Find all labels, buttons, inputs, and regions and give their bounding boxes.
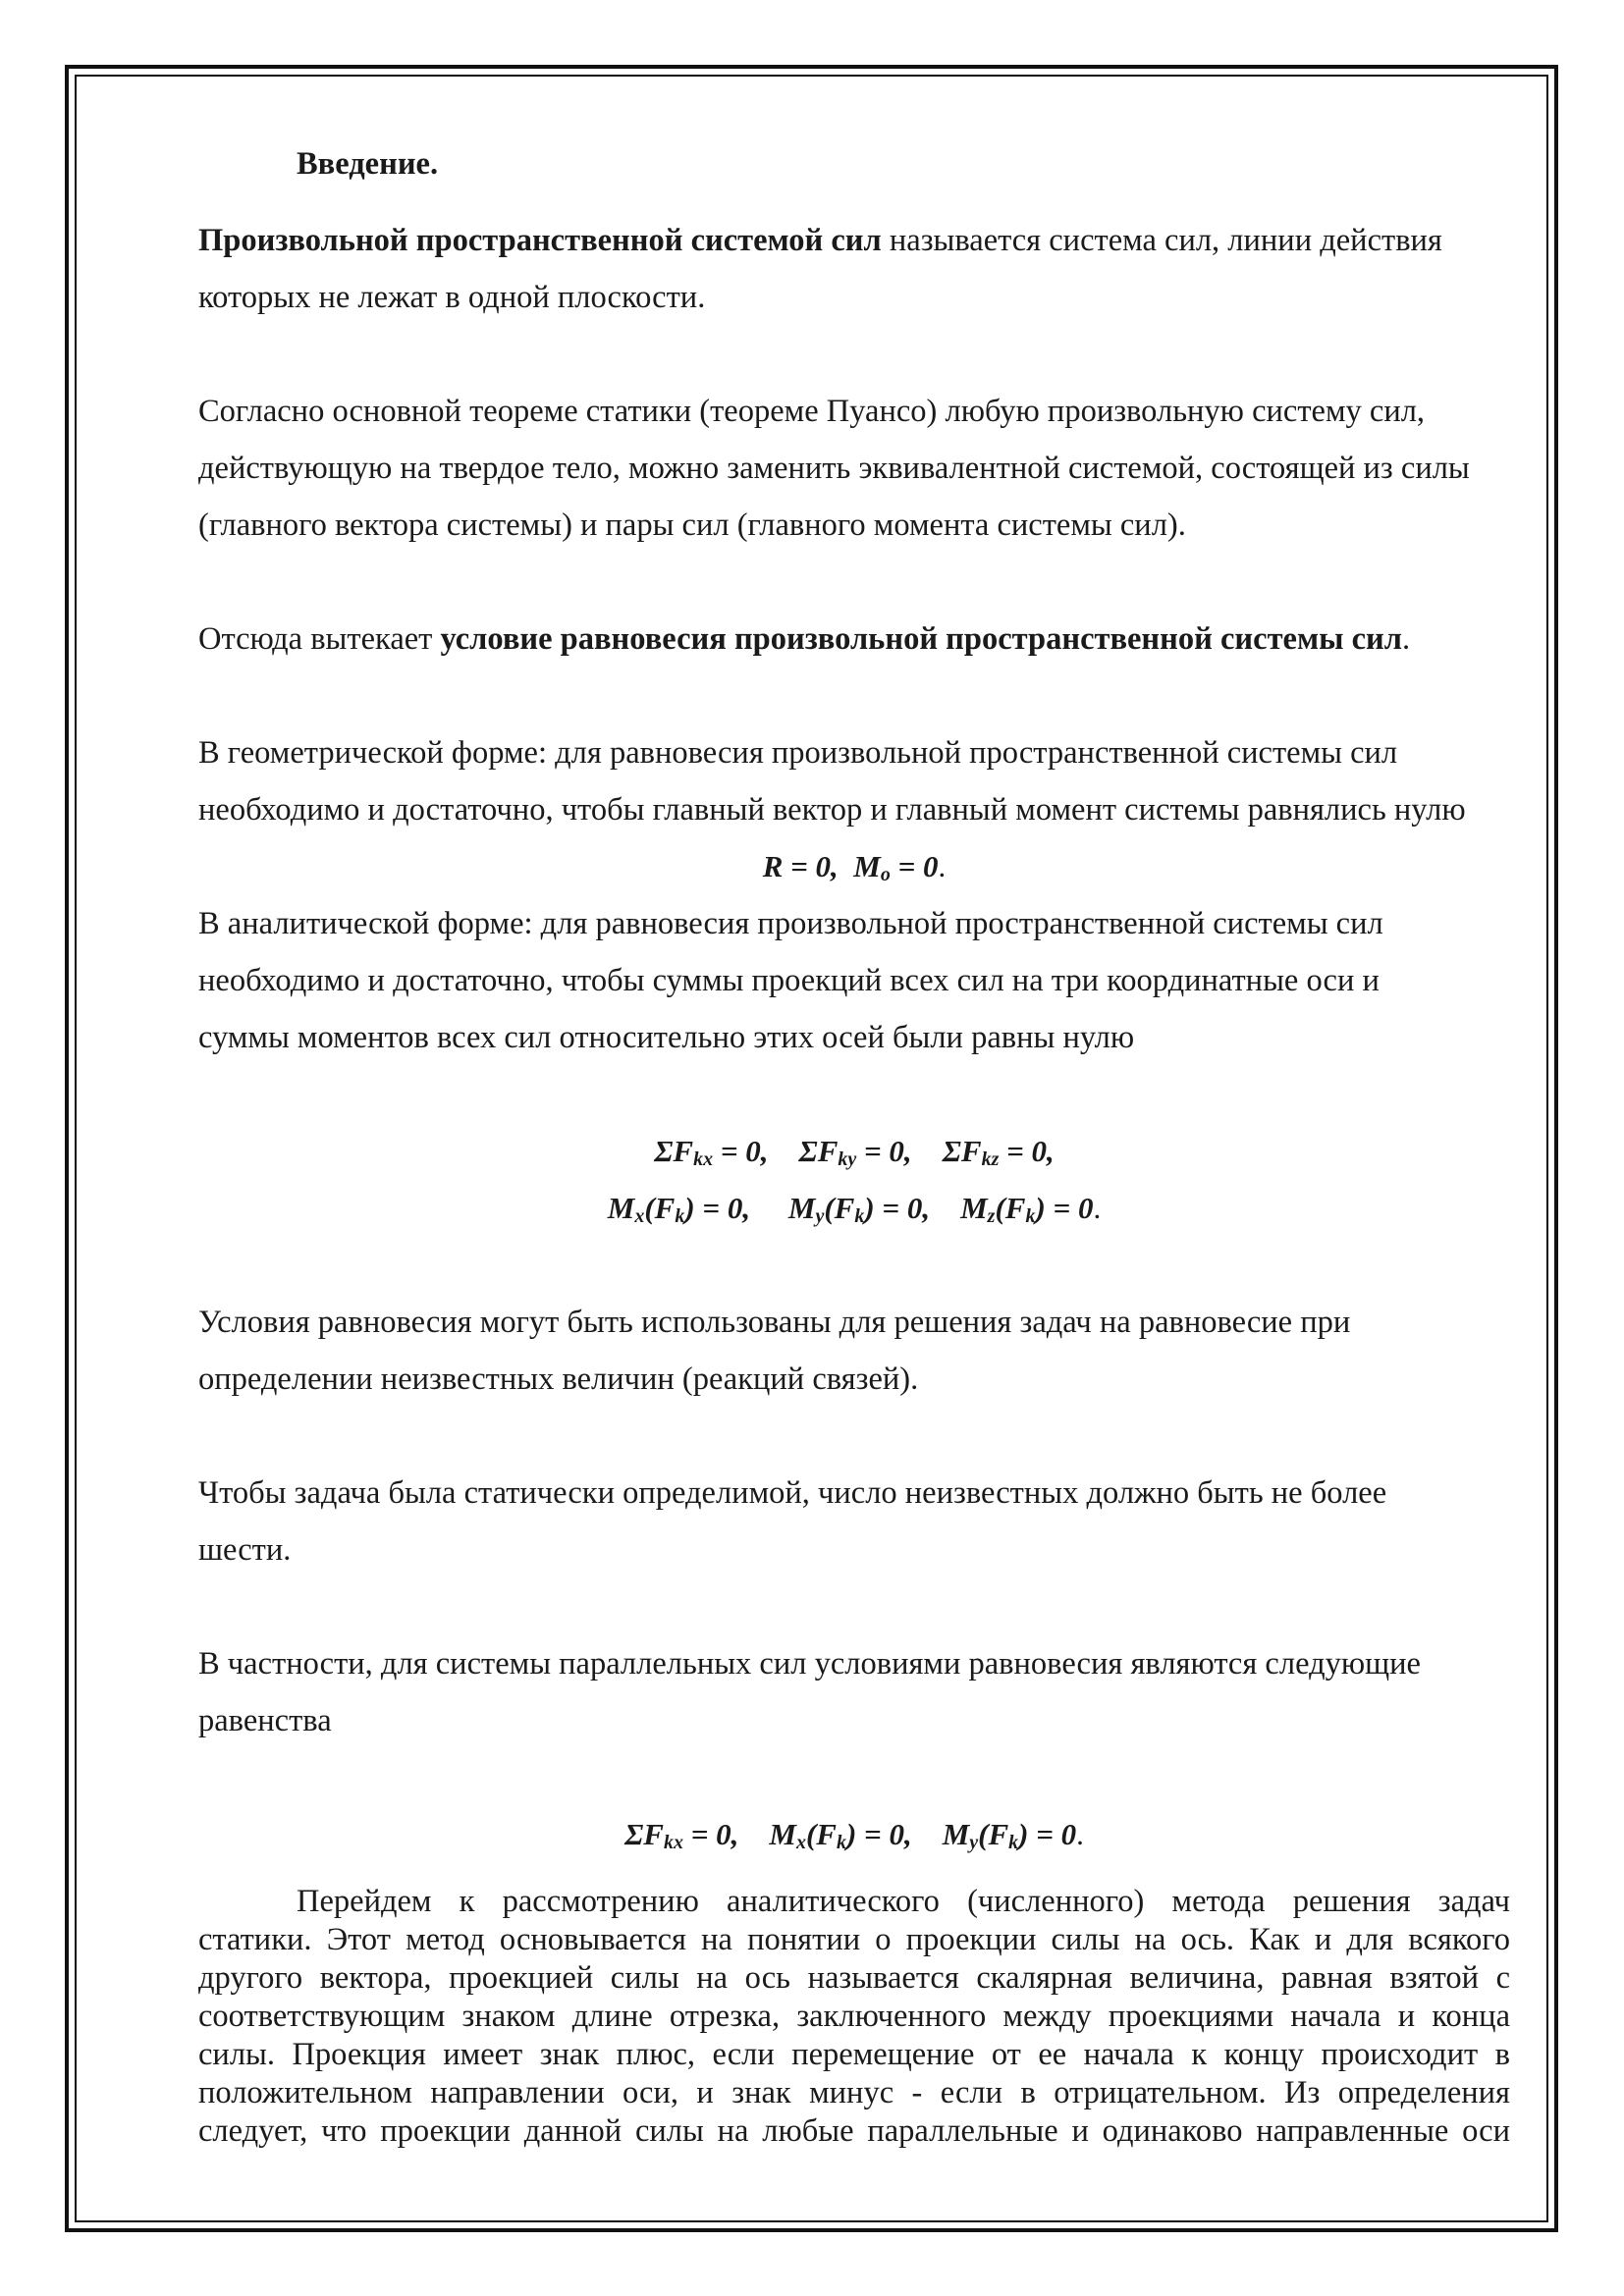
- paragraph-method-line-5: силы. Проекция имеет знак плюс, если перемещение от ее начала к концу происходит в: [198, 2037, 1510, 2072]
- formula-moments: $M_x(F_k) = 0$, $M_y(F_k) = 0$, $M_z(F_k) = 0$.: [607, 1191, 1102, 1227]
- paragraph-poinsot-line-1: Согласно основной теореме статики (теореме Пуансо) любую произвольную систему сил,: [198, 394, 1426, 429]
- paragraph-determinacy-line-2: шести.: [198, 1532, 292, 1568]
- paragraph-analytic-line-1: В аналитической форме: для равновесия произвольной пространственной системы сил: [198, 906, 1383, 941]
- paragraph-method-line-1: Перейдем к рассмотрению аналитического (численного) метода решения задач: [297, 1884, 1510, 1919]
- paragraph-method-line-3: другого вектора, проекцией силы на ось называется скалярная величина, равная взятой с: [198, 1960, 1510, 1996]
- paragraph-geometric-line-1: В геометрической форме: для равновесия произвольной пространственной системы сил: [198, 735, 1398, 771]
- formula-projections: $\Sigma F_{kx} = 0$, $\Sigma F_{ky} = 0$, $\Sigma F_{kz} = 0$,: [654, 1134, 1055, 1170]
- document-body: [198, 135, 1510, 2151]
- paragraph-usage-line-2: определении неизвестных величин (реакций связей).: [198, 1362, 919, 1397]
- paragraph-method-line-4: соответствующим знаком длине отрезка, заключенного между проекциями начала и конца: [198, 1999, 1510, 2034]
- paragraph-poinsot-line-3: (главного вектора системы) и пары сил (главного момента системы сил).: [198, 507, 1186, 543]
- definition-text: называется система сил, линии действия: [881, 223, 1442, 258]
- paragraph-determinacy-line-1: Чтобы задача была статически определимой, число неизвестных должно быть не более: [198, 1475, 1387, 1511]
- paragraph-method-line-6: положительном направлении оси, и знак минус - если в отрицательном. Из определения: [198, 2075, 1510, 2110]
- paragraph-method-line-7: следует, что проекции данной силы на любые параллельные и одинаково направленные оси: [198, 2113, 1510, 2149]
- paragraph-analytic-line-2: необходимо и достаточно, чтобы суммы проекций всех сил на три координатные оси и: [198, 963, 1380, 998]
- formula-parallel: $\Sigma F_{kx} = 0$, $M_x(F_k) = 0$, $M_y(F_k) = 0$.: [624, 1817, 1084, 1853]
- paragraph-equilibrium-condition: Отсюда вытекает условие равновесия произвольной пространственной системы сил.: [198, 621, 1411, 657]
- section-title: Введение.: [297, 146, 439, 182]
- paragraph-geometric-line-2: необходимо и достаточно, чтобы главный вектор и главный момент системы равнялись нулю: [198, 792, 1466, 828]
- paragraph-method-line-2: статики. Этот метод основывается на понятии о проекции силы на ось. Как и для всякого: [198, 1922, 1510, 1957]
- paragraph-parallel-line-2: равенства: [198, 1703, 332, 1738]
- definition-term: Произвольной пространственной системой сил: [198, 223, 882, 258]
- paragraph-usage-line-1: Условия равновесия могут быть использованы для решения задач на равновесие при: [198, 1305, 1351, 1340]
- paragraph-definition-line-2: которых не лежат в одной плоскости.: [198, 280, 706, 315]
- paragraph-definition: [198, 212, 1510, 269]
- equilibrium-condition-term: условие равновесия произвольной пространственной системы сил: [440, 621, 1402, 657]
- paragraph-analytic-line-3: суммы моментов всех сил относительно этих осей были равны нулю: [198, 1020, 1135, 1055]
- paragraph-poinsot-line-2: действующую на твердое тело, можно заменить эквивалентной системой, состоящей из силы: [198, 451, 1470, 486]
- formula-geometric: R = 0, $M_o = 0$.: [762, 849, 947, 885]
- paragraph-parallel-line-1: В частности, для системы параллельных сил условиями равновесия являются следующие: [198, 1646, 1421, 1682]
